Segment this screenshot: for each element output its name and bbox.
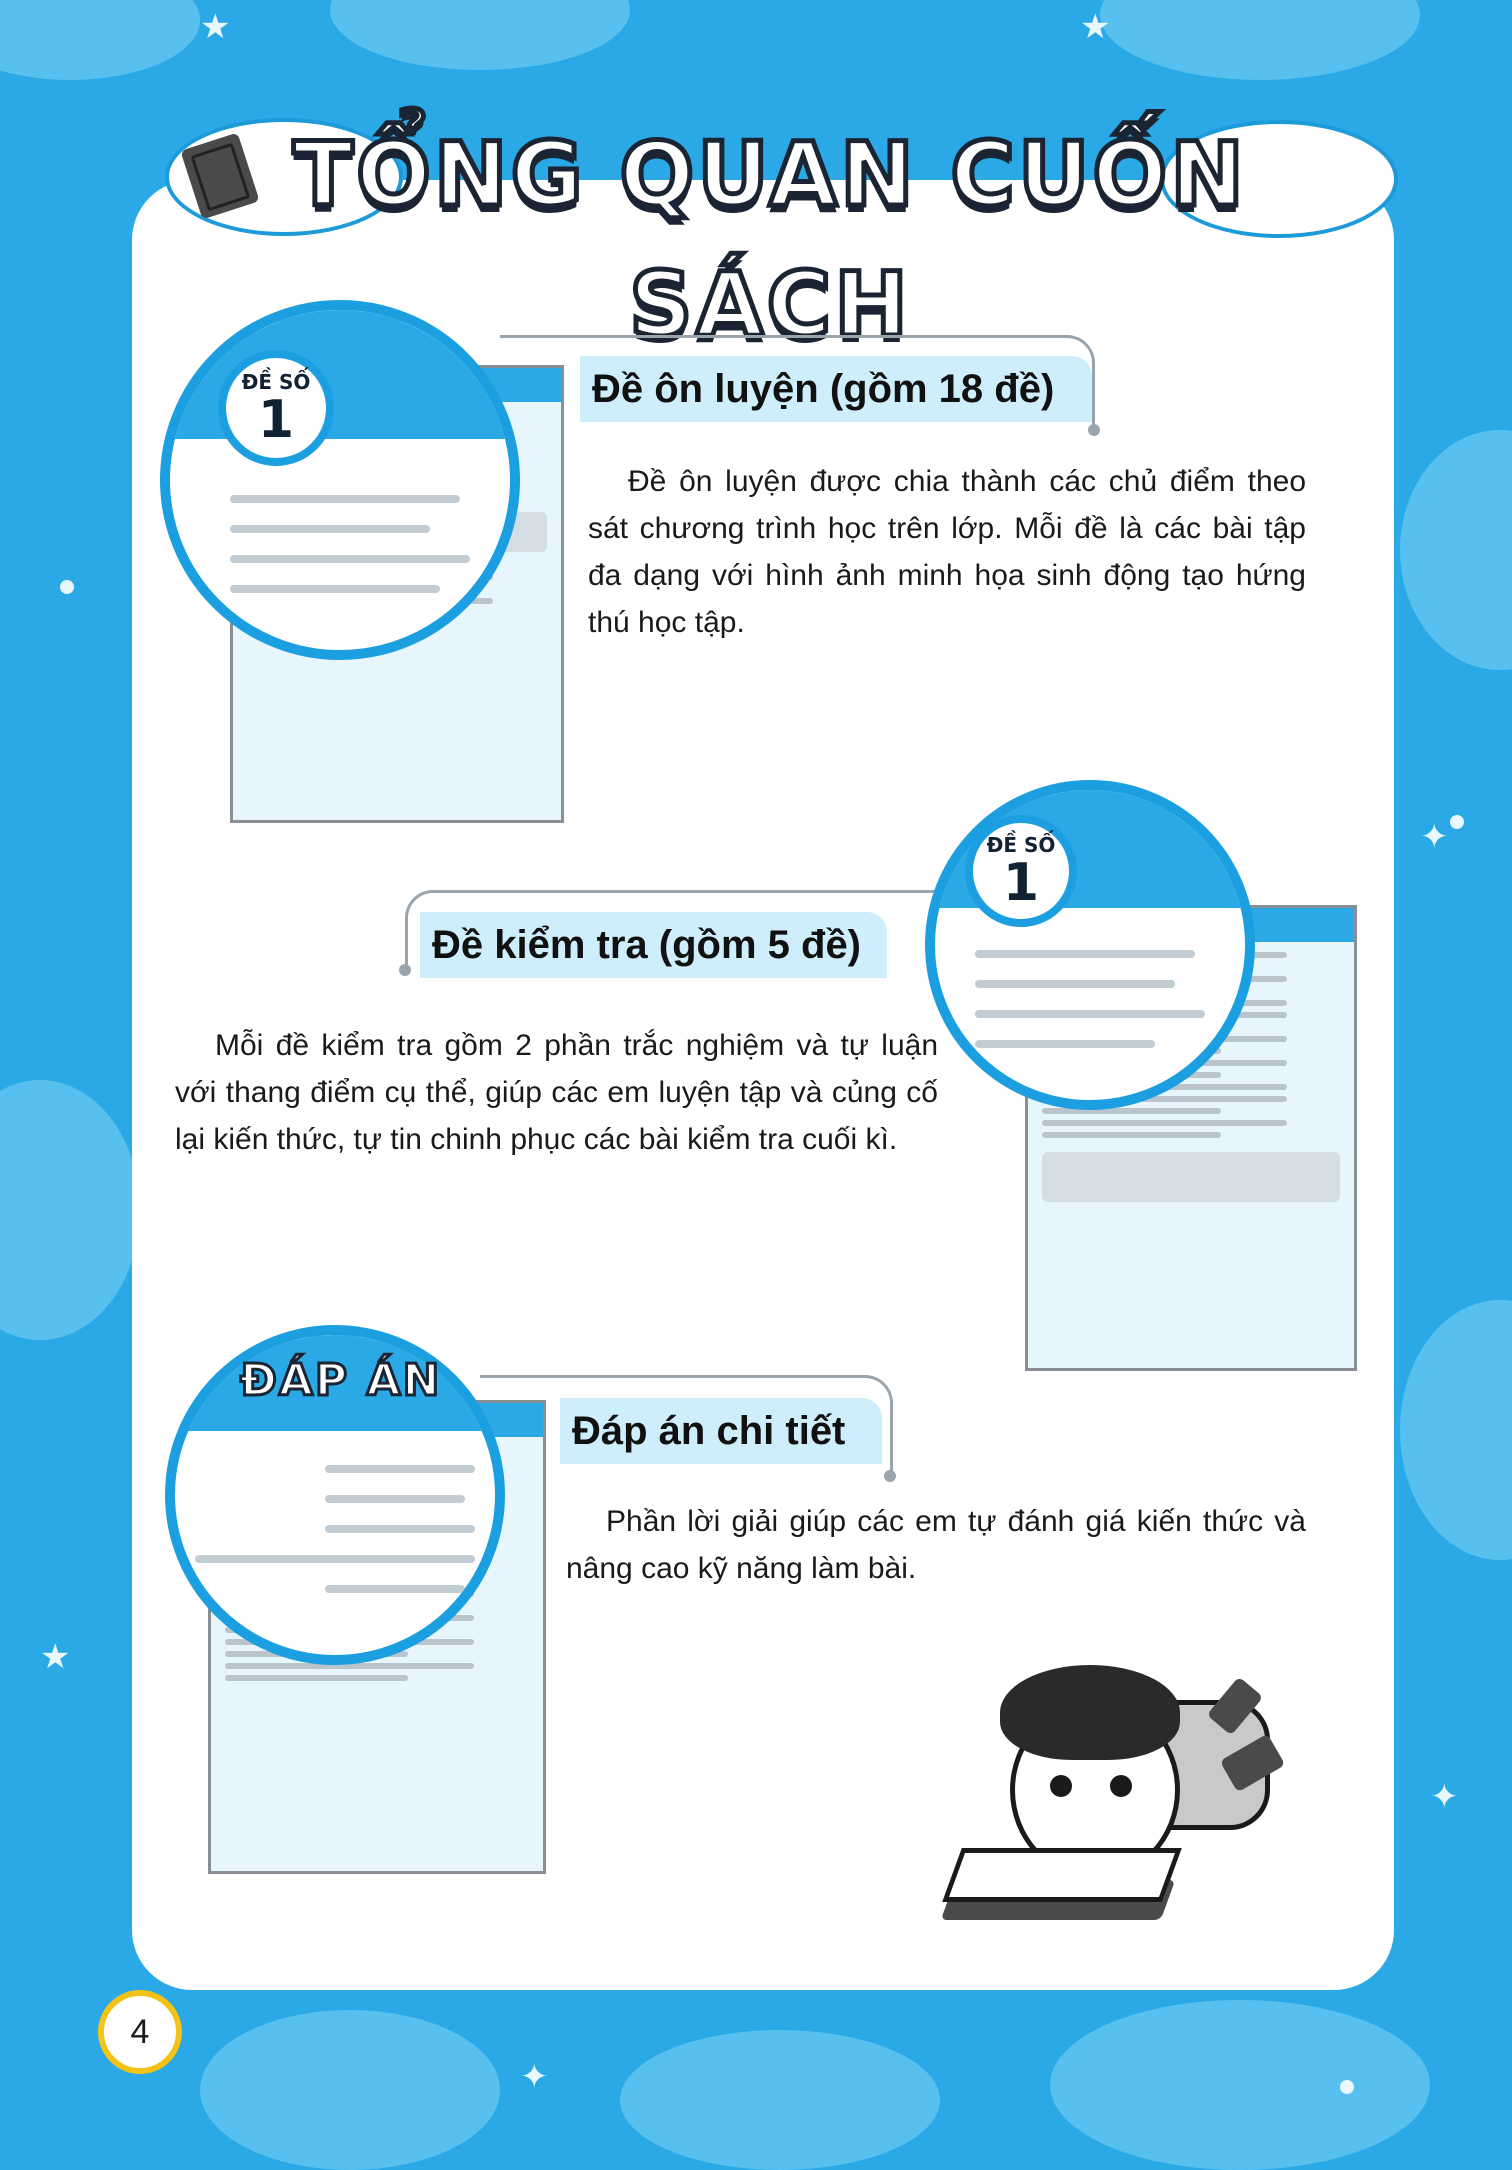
background-cloud [1100,0,1420,80]
answers-label: ĐÁP ÁN [240,1355,442,1406]
section-body-test: Mỗi đề kiểm tra gồm 2 phần trắc nghiệm và tự luận với thang điểm cụ thể, giúp các em luyện tập và củng cố lại kiến thức, tự tin chinh phục các bài kiểm tra cuối kì. [175,1029,938,1156]
star-icon: ★ [1080,7,1111,47]
child-illustration-eye [1050,1775,1072,1797]
star-icon: ✦ [520,2057,549,2097]
background-cloud [1400,430,1512,670]
child-illustration-hair [1000,1665,1180,1760]
section-body-answers: Phần lời giải giúp các em tự đánh giá kiến thức và nâng cao kỹ năng làm bài. [566,1505,1306,1585]
background-cloud [620,2030,940,2170]
book-illustration [942,1848,1182,1902]
badge-number: 1 [1002,853,1040,913]
star-icon: ★ [200,7,231,47]
badge-label: ĐỀ SỐ [986,833,1056,857]
background-dot [60,580,74,594]
badge-label: ĐỀ SỐ [241,370,311,394]
section-heading-test: Đề kiểm tra (gồm 5 đề) [420,912,887,978]
star-icon: ✦ [1430,1777,1459,1817]
connector-dot [399,964,411,976]
section-heading-answers: Đáp án chi tiết [560,1398,882,1464]
star-icon: ★ [40,1637,71,1677]
page-number: 4 [98,1990,182,2074]
test-number-badge [218,350,334,466]
background-cloud [330,0,630,70]
section-body-practice: Đề ôn luyện được chia thành các chủ điểm theo sát chương trình học trên lớp. Mỗi đề là các bài tập đa dạng với hình ảnh minh họa sinh động tạo hứng thú học tập. [588,465,1306,639]
test-zoom [925,780,1255,1110]
background-cloud [1050,2000,1430,2170]
connector-dot [1088,424,1100,436]
background-cloud [0,1080,140,1340]
background-cloud [1400,1300,1512,1560]
test-number-badge [965,815,1077,927]
section-heading-practice: Đề ôn luyện (gồm 18 đề) [580,356,1092,422]
badge-number: 1 [257,390,295,450]
background-cloud [0,0,200,80]
background-dot [1340,2080,1354,2094]
child-illustration-eye [1110,1775,1132,1797]
background-cloud [200,2010,500,2170]
practice-test-zoom [160,300,520,660]
page-title: TỔNG QUAN CUỐN SÁCH [293,123,1247,356]
background-dot [1450,815,1464,829]
star-icon: ✦ [1420,817,1449,857]
connector-dot [884,1470,896,1482]
